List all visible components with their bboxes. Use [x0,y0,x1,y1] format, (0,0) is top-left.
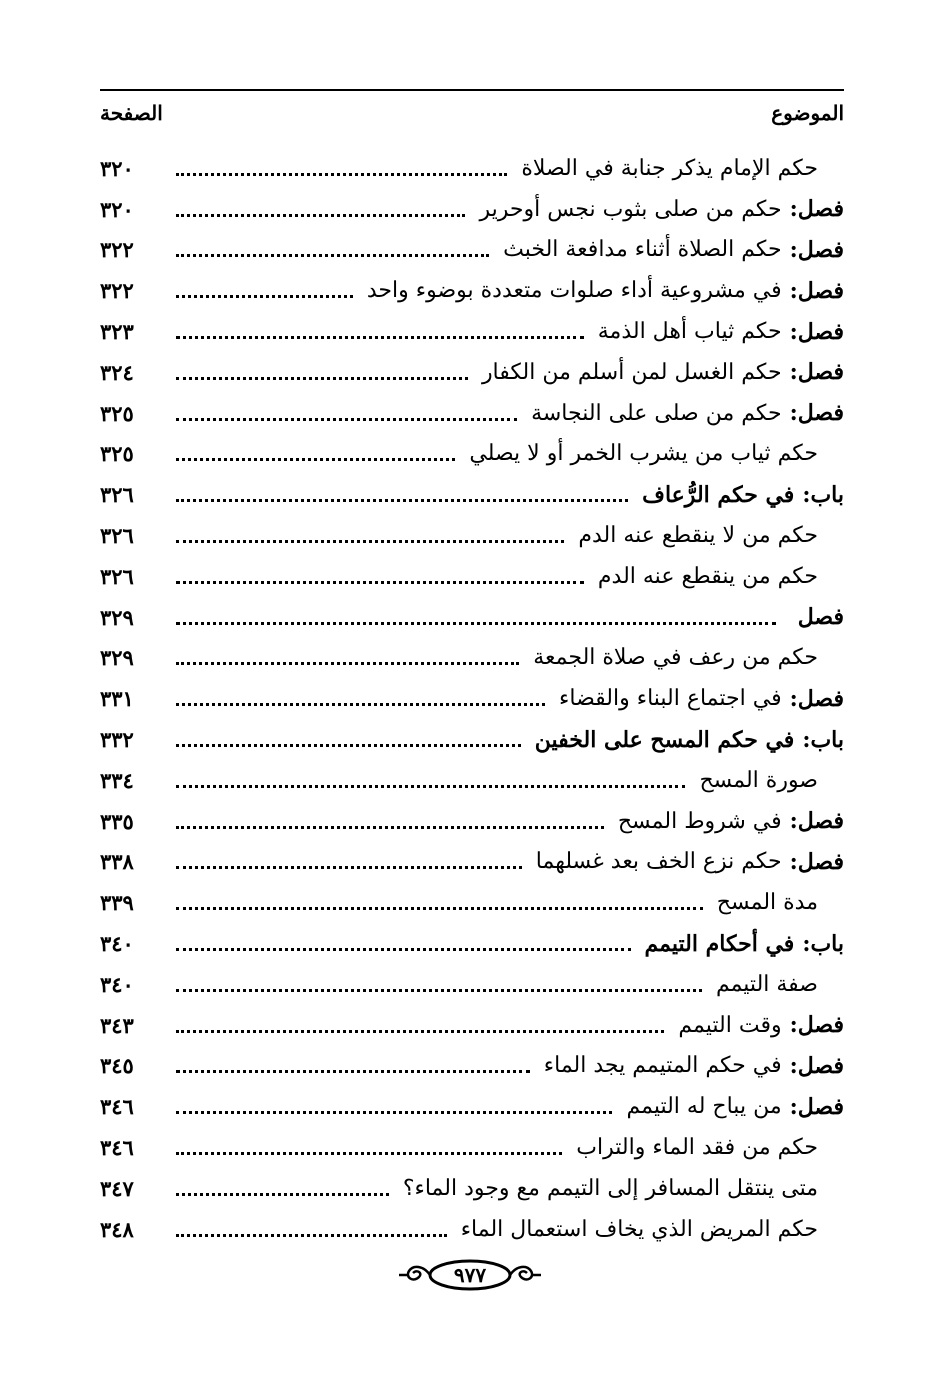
entry-page-number: ٣٢٦ [100,482,134,508]
toc-entry [531,400,844,426]
page-number-ornament [395,1257,545,1293]
toc-row [100,434,844,475]
entry-page-number: ٣٢٢ [100,237,134,263]
entry-label: فصل: [789,196,844,223]
entry-topic: حكم من صلى بثوب نجس أوحرير [479,196,782,222]
entry-label: فصل: [789,400,844,427]
entry-page-number: ٣٤٧ [100,1175,134,1201]
toc-entry [645,931,844,957]
dot-leader [176,254,489,257]
toc-row [100,556,844,597]
entry-topic: حكم ثياب من يشرب الخمر أو لا يصلي [469,441,818,467]
toc-entry [469,441,818,466]
entry-topic: حكم من فقد الماء والتراب [576,1135,818,1161]
toc-entry [521,156,818,181]
entry-label: فصل [797,604,844,631]
entry-topic: حكم من رعف في صلاة الجمعة [533,645,818,671]
dot-leader [176,499,628,502]
toc-row [100,638,844,679]
dot-leader [176,458,455,461]
entry-page-number: ٣٤٨ [100,1216,134,1242]
toc-list [100,148,844,1250]
toc-entry [536,849,844,875]
dot-leader [176,703,545,706]
entry-topic: حكم الغسل لمن أسلم من الكفار [481,359,782,385]
toc-row [100,1168,844,1209]
entry-label: فصل: [789,236,844,263]
page-number: ٩٧٧ [453,1263,487,1287]
entry-page-number: ٣٤٠ [100,931,134,957]
entry-topic: صفة التيمم [715,971,818,997]
dot-leader [176,1030,664,1033]
toc-entry [367,278,844,304]
dot-leader [176,336,584,339]
entry-page-number: ٣٣٨ [100,849,134,875]
entry-topic: حكم من لا ينقطع عنه الدم [578,523,818,549]
entry-page-number: ٣٢٥ [100,441,134,467]
entry-topic: مدة المسح [716,890,818,916]
toc-row [100,1127,844,1168]
toc-row [100,270,844,311]
entry-topic: حكم من صلى على النجاسة [531,400,782,426]
toc-row [100,352,844,393]
entry-label: باب: [802,726,844,753]
entry-page-number: ٣٢٠ [100,155,134,181]
entry-topic: حكم ثياب أهل الذمة [597,319,782,345]
entry-page-number: ٣٢٠ [100,196,134,222]
toc-row [100,1005,844,1046]
entry-page-number: ٣٤٣ [100,1012,134,1038]
entry-topic: في اجتماع البناء والقضاء [559,686,782,712]
entry-label: فصل: [789,1052,844,1079]
entry-page-number: ٣٢٤ [100,359,134,385]
entry-page-number: ٣٤٦ [100,1094,134,1120]
dot-leader [176,540,564,543]
toc-row [100,597,844,638]
entry-label: فصل: [789,848,844,875]
dot-leader [176,418,517,421]
dot-leader [176,214,465,217]
entry-page-number: ٣٢٦ [100,563,134,589]
toc-entry [559,686,844,712]
toc-entry [598,564,818,589]
entry-page-number: ٣٢٦ [100,523,134,549]
toc-row [100,678,844,719]
toc-row [100,964,844,1005]
toc-row [100,311,844,352]
dot-leader [176,173,507,176]
toc-entry [790,604,844,630]
entry-topic: صورة المسح [699,767,818,793]
entry-page-number: ٣٤٠ [100,971,134,997]
entry-page-number: ٣٣٤ [100,767,134,793]
entry-page-number: ٣٢٣ [100,319,134,345]
entry-page-number: ٣٣٥ [100,808,134,834]
entry-label: فصل: [789,318,844,345]
toc-entry [717,890,818,915]
toc-row [100,474,844,515]
toc-entry [598,319,844,345]
entry-topic: في حكم المسح على الخفين [534,726,795,753]
entry-label: فصل: [789,277,844,304]
toc-row [100,230,844,271]
toc-row [100,393,844,434]
toc-row [100,515,844,556]
toc-row [100,148,844,189]
dot-leader [176,785,685,788]
entry-label: فصل: [789,1093,844,1120]
toc-entry [642,482,844,508]
toc-entry [403,1176,818,1201]
toc-row [100,1209,844,1250]
entry-page-number: ٣٣١ [100,686,134,712]
dot-leader [176,744,521,747]
dot-leader [176,866,522,869]
entry-page-number: ٣٢٩ [100,645,134,671]
entry-label: فصل: [789,808,844,835]
entry-label: فصل: [789,359,844,386]
dot-leader [176,622,776,625]
entry-topic: في حكم الرُّعاف [642,481,795,508]
entry-page-number: ٣٣٩ [100,890,134,916]
entry-page-number: ٣٤٥ [100,1053,134,1079]
entry-page-number: ٣٣٢ [100,727,134,753]
toc-entry [503,237,844,263]
toc-entry [544,1053,844,1079]
dot-leader [176,1070,530,1073]
entry-topic: وقت التيمم [678,1012,782,1038]
entry-topic: حكم الإمام يذكر جنابة في الصلاة [521,155,818,181]
entry-topic: حكم نزع الخف بعد غسلهما [535,849,782,875]
dot-leader [176,948,631,951]
dot-leader [176,295,353,298]
entry-page-number: ٣٤٦ [100,1135,134,1161]
toc-entry [716,972,818,997]
toc-entry [576,1135,818,1160]
entry-topic: حكم من ينقطع عنه الدم [597,563,818,589]
dot-leader [176,1152,562,1155]
entry-topic: في مشروعية أداء صلوات متعددة بوضوء واحد [366,278,782,304]
toc-row [100,882,844,923]
entry-page-number: ٣٢٢ [100,278,134,304]
toc-row [100,1046,844,1087]
entry-label: فصل: [789,1012,844,1039]
entry-label: باب: [802,481,844,508]
dot-leader [176,377,468,380]
dot-leader [176,826,604,829]
toc-entry [461,1217,818,1242]
entry-topic: من يباح له التيمم [626,1094,782,1120]
entry-topic: حكم المريض الذي يخاف استعمال الماء [460,1216,818,1242]
dot-leader [176,989,702,992]
entry-page-number: ٣٢٥ [100,400,134,426]
header-rule [100,89,844,91]
toc-entry [482,359,844,385]
topic-column-heading: الموضوع [771,101,844,125]
toc-header [100,96,844,130]
dot-leader [176,1234,447,1237]
dot-leader [176,907,703,910]
page-column-heading: الصفحة [100,101,163,125]
entry-topic: في أحكام التيمم [644,930,795,957]
entry-topic: حكم الصلاة أثناء مدافعة الخبث [503,237,782,263]
toc-entry [533,645,818,670]
entry-topic: في حكم المتيمم يجد الماء [543,1053,782,1079]
toc-entry [535,727,844,753]
toc-entry [618,808,844,834]
dot-leader [176,1111,612,1114]
toc-row [100,1086,844,1127]
dot-leader [176,581,584,584]
toc-row [100,189,844,230]
toc-entry [699,768,818,793]
toc-row [100,760,844,801]
toc-entry [479,196,844,222]
dot-leader [176,1193,389,1196]
toc-entry [626,1094,844,1120]
toc-row [100,923,844,964]
entry-label: باب: [802,930,844,957]
entry-label: فصل: [789,685,844,712]
entry-page-number: ٣٢٩ [100,604,134,630]
toc-row [100,801,844,842]
entry-topic: متى ينتقل المسافر إلى التيمم مع وجود الماء؟ [402,1175,818,1201]
entry-topic: في شروط المسح [617,808,782,834]
dot-leader [176,662,519,665]
toc-entry [678,1012,844,1038]
toc-entry [578,523,818,548]
toc-row [100,842,844,883]
toc-row [100,719,844,760]
